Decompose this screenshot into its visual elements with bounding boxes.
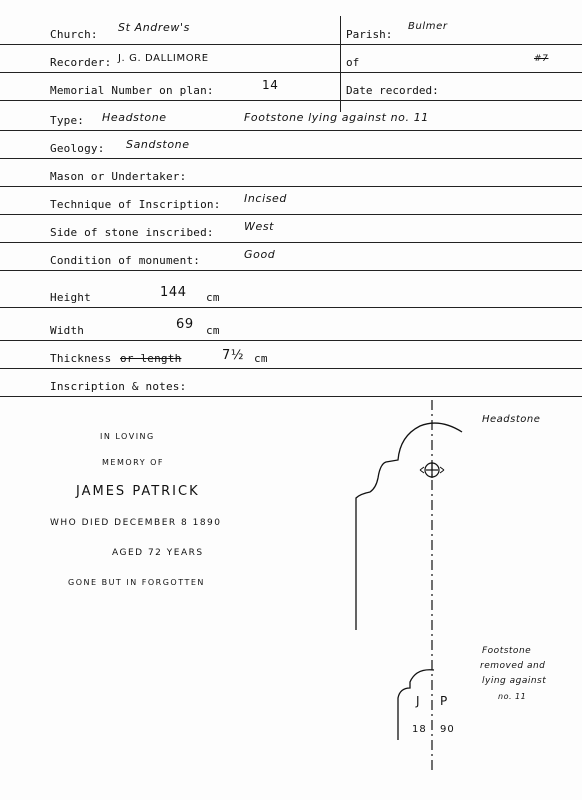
inscription-line-5: AGED 72 YEARS [112, 548, 204, 558]
footstone-year-left: 18 [412, 724, 427, 735]
thickness-unit: cm [254, 352, 268, 365]
type-extra[interactable]: Footstone lying against no. 11 [244, 111, 429, 124]
side-value[interactable]: West [244, 220, 275, 233]
mason-label: Mason or Undertaker: [50, 170, 187, 183]
parish-label: Parish: [346, 28, 393, 41]
footstone-initial-left: J [416, 694, 422, 708]
inscription-line-3: JAMES PATRICK [76, 484, 200, 499]
inscription-line-4: WHO DIED DECEMBER 8 1890 [50, 518, 222, 528]
of-label: of [346, 56, 360, 69]
memorial-label: Memorial Number on plan: [50, 84, 214, 97]
date-label: Date recorded: [346, 84, 439, 97]
recorder-value[interactable]: J. G. DALLIMORE [118, 53, 209, 64]
side-label: Side of stone inscribed: [50, 226, 214, 239]
inscription-line-1: IN LOVING [100, 432, 155, 441]
condition-label: Condition of monument: [50, 254, 201, 267]
technique-label: Technique of Inscription: [50, 198, 221, 211]
inscription-label: Inscription & notes: [50, 380, 187, 393]
condition-value[interactable]: Good [244, 248, 276, 261]
type-label: Type: [50, 114, 85, 127]
height-unit: cm [206, 291, 220, 304]
width-unit: cm [206, 324, 220, 337]
width-value[interactable]: 69 [176, 317, 194, 332]
height-value[interactable]: 144 [160, 285, 187, 300]
footstone-note [482, 644, 546, 704]
footstone-note-line-4: no. 11 [498, 692, 527, 701]
type-value[interactable]: Headstone [102, 111, 167, 124]
headstone-outline [356, 423, 462, 630]
church-label: Church: [50, 28, 98, 41]
height-label: Height [50, 291, 91, 304]
memorial-value[interactable]: 14 [262, 78, 279, 92]
width-label: Width [50, 324, 85, 337]
footstone-note-line-1: Footstone [482, 646, 532, 656]
technique-value[interactable]: Incised [244, 192, 288, 205]
footstone-note-line-3: lying against [482, 676, 547, 686]
geology-label: Geology: [50, 142, 105, 155]
footstone-note-line-2: removed and [480, 661, 546, 671]
headstone-label: Headstone [482, 414, 541, 425]
thickness-value[interactable]: 7½ [222, 348, 245, 363]
recorder-label: Recorder: [50, 56, 112, 69]
geology-value[interactable]: Sandstone [126, 138, 190, 151]
thickness-struck: or length [120, 352, 182, 365]
footstone-year-right: 90 [440, 724, 455, 735]
inscription-line-2: MEMORY OF [102, 458, 165, 467]
inscription-line-6: GONE BUT IN FORGOTTEN [68, 578, 205, 587]
parish-value[interactable]: Bulmer [408, 21, 448, 32]
thickness-label: Thickness [50, 352, 112, 365]
footstone-initial-right: P [440, 694, 450, 708]
church-value[interactable]: St Andrew's [118, 21, 190, 34]
of-value: #7 [534, 54, 549, 64]
